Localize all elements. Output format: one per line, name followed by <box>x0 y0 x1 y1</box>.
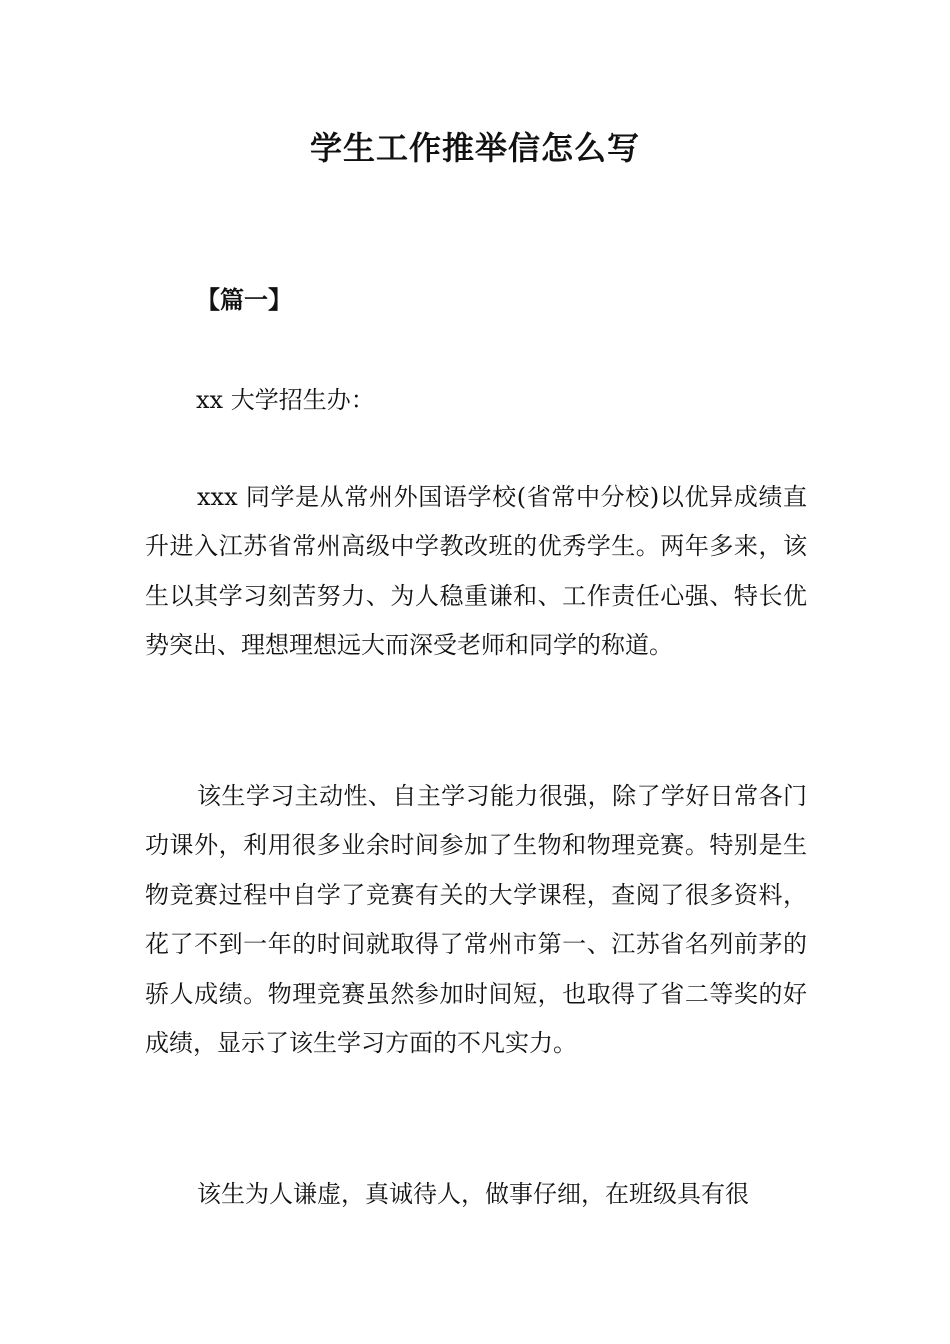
document-title: 学生工作推举信怎么写 <box>309 129 640 167</box>
section-label: 【篇一】 <box>196 286 292 314</box>
body-paragraph: 该生为人谦虚，真诚待人，做事仔细，在班级具有很 <box>197 1180 749 1208</box>
body-paragraph: 该生学习主动性、自主学习能力很强，除了学好日常各门功课外，利用很多业余时间参加了生物和物理竞赛。特别是生物竞赛过程中自学了竞赛有关的大学课程，查阅了很多资料，花了不到一年的时间就取得了常州市第一、江苏省名列前茅的骄人成绩。物理竞赛虽然参加时间短，也取得了省二等奖的好成绩，显示了该生学习方面的不凡实力。 <box>145 782 807 1058</box>
body-paragraph: xxx 同学是从常州外国语学校(省常中分校)以优异成绩直升进入江苏省常州高级中学教改班的优秀学生。两年多来，该生以其学习刻苦努力、为人稳重谦和、工作责任心强、特长优势突出、理想理想远大而深受老师和同学的称道。 <box>145 483 807 660</box>
salutation: xx 大学招生办： <box>196 386 375 414</box>
